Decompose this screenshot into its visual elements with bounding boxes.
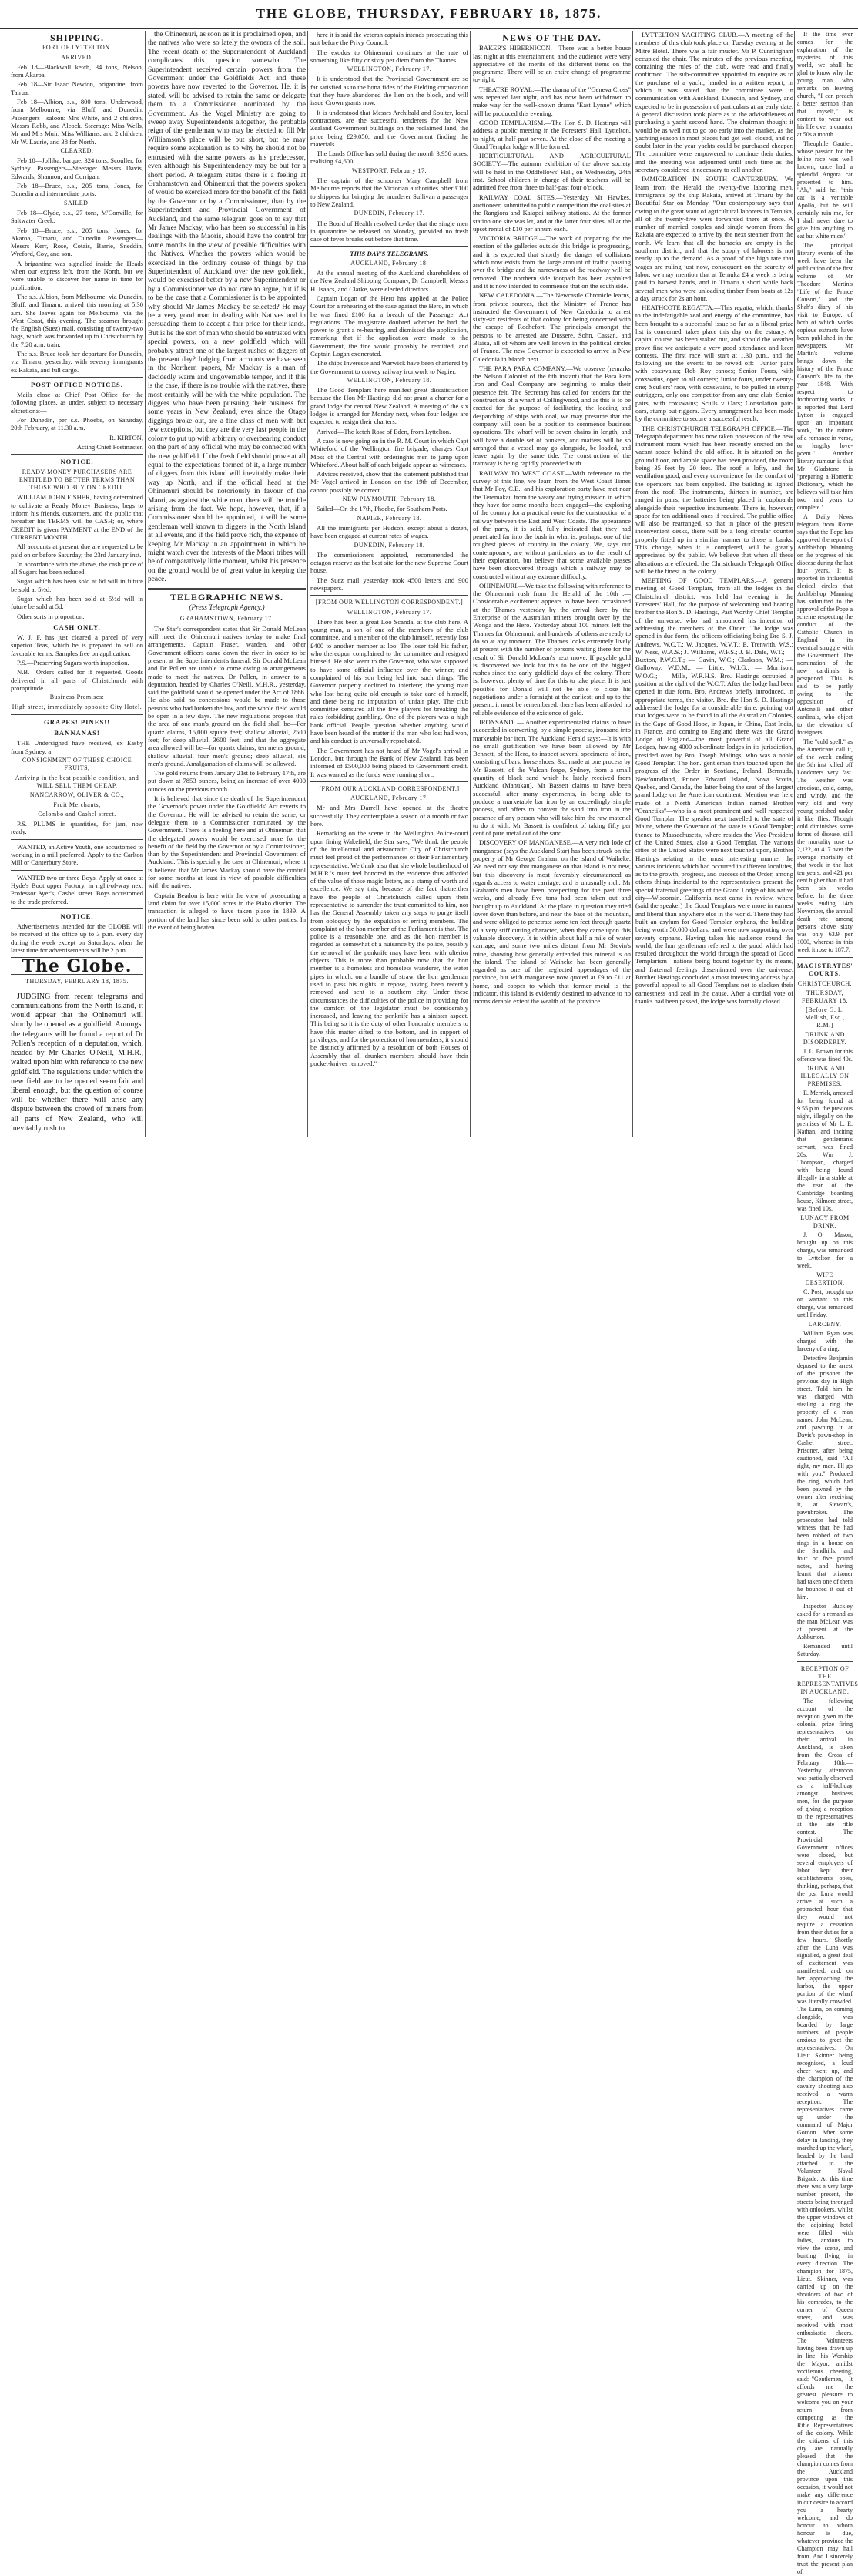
cleared-entry: Feb 18—Jolliba, barque, 324 tons, Scouller, for Sydney. Passengers—Steerage: Messrs Davis, Edwards, Shannon, and Corrigan. [11, 156, 143, 180]
news-item: RAILWAY TO WEST COAST.—With reference to the survey of this line, we learn from the West Coast Times that Mr Foy, C.E., and his exploration party have met near the Teremakau from the weary and trying mission in which they have for some months been engaged—the exploring of the country for a practical route for the construction of a railway between the East and West Coasts. The appearance of the party, it is said, fully indicated that they had penetrated far into the bush in what is, perhaps, one of the roughest pieces of country in the colony. We, says our contemporary, are without particulars as to the result of their exploration, but believe that some available passes have been discovered through which a railway may be constructed without any extreme difficulty. [473, 469, 631, 580]
divider [310, 781, 468, 782]
news-item: IRONSAND. — Another experimentalist claims to have succeeded in converting, by a simple process, ironsand into marketable bar iron. The Auckland Herald says:—It is with no small gratification we have been allowed by Mr Bennett, of the Hero, to inspect several specimens of iron, consisting of bars, horse shoes, &c, made at one process by Mr Bassett, of the Vulcan forge, Sydney, from a small quantity of black sand which he lately received from Auckland (Manukau). Mr Bassett claims to have been successful, after many experiments, in being able to produce a marketable bar iron by an exceedingly simple process, and offers to convert the sand into iron in the presence of any person who will take him the raw material to do it with. Mr Bassett is confident of taking fifty per cent of pure metal out of the sand. [473, 717, 631, 838]
notice-text: Sugar which has been sold at 5½d will in future be sold at 5d. [11, 595, 143, 611]
firm-name: NANCARROW, OLIVER & CO., [29, 791, 125, 799]
plums-note: P.S.—PLUMS in quantities, for jam, now ready. [11, 820, 143, 836]
news-item: THE PARA PARA COMPANY.—We observe (remarks the Nelson Colonist of the 6th instant) that the Para Para Iron and Coal Company are beginning to make their presence felt. The Secretary has called for tenders for the construction of a wharf at Collingwood, and as this is to be erected for the purpose of facilitating the loading and despatching of ships with coal, we may presume that the company will soon be a position to commence business operations. The wharf will be seven chains in length, and will have a double set of bunkers, and matters will be so arranged that a vessel may go alongside, be loaded, and leave again by the same tide. The construction of the tramway is being rapidly proceeded with. [473, 364, 631, 468]
telegram-text: The Board of Health resolved to-day that the single men in quarantine be released on Monday, provided no fresh case of fever breaks out before that time. [310, 219, 468, 243]
arrival-entry: Feb 18—Blackwall ketch, 34 tons, Nelson, from Akaroa. [11, 62, 143, 79]
grapes-text: THE Undersigned have received, ex Easby from Sydney, a [11, 739, 143, 755]
telegram-text: Mr and Mrs Darrell have opened at the theatre successfully. They contemplate a season of a month or two here. [310, 804, 468, 828]
divider [11, 908, 143, 909]
post-office-signature-title: Acting Chief Postmaster. [76, 442, 143, 451]
case-text: William Ryan was charged with the larceny of a ring. [797, 1330, 853, 1352]
news-item: DISCOVERY OF MANGANESE.—A very rich lode of manganese (says the Auckland Star) has been struck on the property of Mr George Graham on the island of Waiheke. We need not say that manganese on that island is not new, but this discovery is most favorably circumstanced as regards access to water carriage, and is unusually rich. Mr Graham's men have been prospecting for the past three weeks, and already five tons had been taken out and brought up to Auckland. At the place in question they tried lower down than before, and near the base of the mountain, and were obliged to penetrate some ten feet through quartz of a very stiff cutting character, when they came upon this valuable discovery. It is within about half a mile of water carriage, and some two miles distant from Mr Stevin's mine, showing how generally extended this mineral is on the island. The island of Waiheke has been generally regarded as one of the neglected appendages of the province, but with manganese now quoted at £9 to £11 at home, and copper to which that former metal is the indicator, this island is evidently destined to advance to no inconsiderable extent the wealth of the province. [473, 838, 631, 1006]
divider [310, 246, 468, 247]
news-item: RAILWAY COAL SITES.—Yesterday Mr Hawkes, auctioneer, submitted to public competition the coal sites at the Rangiora and Kaiapoi railway stations. At the former station one site was let, and at the latter four sites, all at the upset rental of £10 per annum each. [473, 193, 631, 233]
column-rule [145, 31, 146, 1137]
telegram-text: The ships Inveresse and Warwick have been chartered by the Government to convey railway ironwork to Napier. [310, 359, 468, 375]
consignment-line: CONSIGNMENT OF THESE CHOICE FRUITS, [22, 757, 132, 772]
column-3 [310, 31, 468, 1137]
divider [797, 957, 853, 959]
news-item: If the time ever comes for the explanation of the mysteries of this world, we shall be glad to know why the young man who remarks on leaving church, "I can preach a better sermon than that myself," is content to wear out his life over a counter at 50s a month. [797, 31, 853, 138]
post-office-text: For Dunedin, per s.s. Phoebe, on Saturday, 20th February, at 11.30 a.m. [11, 416, 143, 432]
correspondent-heading: [FROM OUR WELLINGTON CORRESPONDENT.] [315, 599, 464, 606]
telegram-text: Remarking on the scene in the Wellington Police-court upon fining Wakefield, the Star says, "We think the people of the intellectual and aristocratic City of Christchurch must feel proud of the performances of their Parliamentary representative. We think also that she whole brotherhood of M.H.R.'s must feel honored in the evidence thus afforded of the value of those magic letters, as a stamp of worth and excellence. We say this, because of the fact thatneither have the people of Christchurch called upon their representative to surrender the trust committed to him, nor has the General Assembly taken any steps to purge itself from obloquoy by the expulsion of erring members. The complaint of the hon member of the Parliament is that. The police is a reasonable one, and as the hon member is regarded as somewhat of a nuisance by the police, possibly the removal of the penknife may have been with ulterior objects. This is more than probable now that the hon member is a homeless and homeless wanderer, the water pipes in which, on a bundle of straw, the hon gentleman used to pass his nights in repose, having been recently removed and sent to a southern city. Under these circumstances the difficulties of the police in providing for the comfort of the legislator must be considerably increased, and leaving the penknife has a sinister aspect. This being so it is the duty of other honorable members to have this matter sifted to the bottom, and in support of privileges, and for the protection of hon members, it should be distinctly affirmed by a resolution of both Houses of Assembly that all drunken members should have their pocket-knives removed." [310, 829, 468, 1067]
dateline: DUNEDIN, February 18. [354, 541, 425, 549]
telegram-text: Sailed—On the 17th, Phoebe, for Southern Ports. [317, 505, 447, 513]
news-item: NEW CALEDONIA.—The Newcastle Chronicle learns, from private sources, that the Ministry of France has instructed the Government of New Caledonia to arrest sixty-six residents of that colony for being concerned with the escape of Rochefort. The principals amongst the persons to be arrested are Dussere, Sohn, Cassan, and Blaisa, all of whom are well known in the political circles of France. The new Governor is expected to arrive in New Caledonia in March next. [473, 291, 631, 363]
sailed-entry: Feb 18—Clyde, s.s., 27 tons, M'Conville, for Saltwater Creek. [11, 208, 143, 225]
column-rule [794, 31, 795, 1137]
case-text: Remanded until Saturday. [797, 1643, 853, 1657]
notice-text: In accordance with the above, the cash price of all Sugars has been reduced. [11, 559, 143, 576]
cleared-heading: CLEARED. [60, 146, 94, 154]
post-office-text: Mails close at Chief Post Office for the following places, as under, subject to necessary alterations:— [11, 391, 143, 415]
telegram-text: The Lands Office has sold during the month 3,956 acres, realising £4,600. [310, 149, 468, 166]
telegram-text: Advices received, show that the statement published that Mr Vogel arrived in London on the 19th of December, cannot possibly be correct. [310, 470, 468, 494]
globe-date: THURSDAY, FEBRUARY 18, 1875. [25, 977, 129, 985]
divider [11, 454, 143, 455]
news-item: MEETING OF GOOD TEMPLARS.—A general meeting of Good Templars, from all the lodges in the Christchurch district, was held last evening in the Foresters' Hall, for the purpose of welcoming and hearing brother the Hon S. D. Hastings, Past Worthy Chief Templar of the universe, who had announced his intention of addressing the members of the Order. The lodge was opened in due form, the officers officiating being Bro S. J. Andrews, W.C.T.; W. Jacques, W.V.T.; E. Trenwith, W.S.; W. Ness, W.A.S.; J. Williams, W.F.S.; J. B. Dale, W.T.; — Buxton, P.W.C.T.; — Gavin, W.C.; Clarkson, W.M.; — Galloway, W.D.M.; — Little, W.I.G.; — Morrison, W.O.G.; — Mills, W.R.H.S. Bro. Hastings occupied a position at the right of the W.C.T. After the lodge had been opened in due form, Bro. Andrews briefly introduced, in appropriate terms, the visitor. Bro. the Hon S. D. Hastings addressed the lodge for a considerable time, pointing out that lodges were to be found in all the Australian Colonies, in the Cape of Good Hope, in Japan, in China, East India, in France, and coming to England there was the Grand Lodge of England—the most powerful of all Grand Lodges, having 4000 subordinate lodges in its jurisdiction, presided over by Bro. Joseph Malings, who was a noble Good Templar. The hon. gentleman then touched upon the progress of the Order in Scotland, Ireland, Bermuda, Newfoundland, Prince Edward Island, Nova Scotia, Quebec, and Canada, the latter being the seat of the largest grand lodge on the American continent. Mention was here made of a North American Indian named Brother "Oranetiks"—who is a most prominent and well respected Good Templar. The speaker next travelled to the state of Maine, where the Governor of the state is a Good Templar; thence to Massachusetts, where resides the Vice-President of the United States, also a Good Templar. The various cities of the United States were next touched upon, Brother Hastings relating in the most interesting manner the various incidents which had occurred in different localities, as to the growth, progress, and success of the Order, among others things incidental to the representatives present the special fraternal greetings of the Grand Lodge of his native city—Wisconsin. California next came in review, where (said the speaker) the Good Templars were more in earnest and liberal than anywhere else in the world. There they had built an asylum for Good Templar orphans, the building being worth 50,000 dollars, and were now supporting over seventy orphans. Having taken his audience round the world, the hon gentleman referred to the good which had resulted throughout the world through the spread of Good Templarism—nations being bound together by its means, and fraternal feelings disseminated over the universe. Brother Hastings concluded a most interesting address by a powerful appeal to all Good Templars not to slacken their earnestness and zeal in the cause. After a cordial vote of thanks had been passed, the lodge was formally closed. [635, 576, 793, 1005]
dateline: GRAHAMSTOWN, February 17. [179, 615, 274, 623]
column-4 [473, 31, 631, 1137]
wanted-ad: WANTED, an Active Youth, one accustomed to working in a mill preferred. Apply to the Carlton Mill or Canterbury Store. [11, 842, 143, 867]
divider [11, 870, 143, 871]
firm-description: Fruit Merchants, [53, 801, 101, 808]
dateline: AUCKLAND, February 18. [350, 259, 428, 267]
cash-heading: CASH ONLY. [53, 623, 101, 631]
notice-heading: NOTICE. [60, 458, 94, 466]
news-item: THE CHRISTCHURCH TELEGRAPH OFFICE.—The Telegraph department has now taken possession of the new instrument room which has been recently erected on the vacant space behind the old office. It is situated on the ground floor, and ample space has been provided, the room being 35 feet by 20 feet. The roof is lofty, and the ventilation good, and every convenience for the comfort of the operators has been supplied. The building is lighted from the roof. The instruments, thirteen in number, are ranged in pairs, the batteries being placed in cupboards alongside their respective instruments. There is, however, space for ten additional ones if required. The public office will also be rearranged, so that in place of the present inconvenient desks, there will be a long circular counter properly fitted up in a similar manner to those in banks. This change, when it is completed, will be greatly appreciated by the public. We believe that when all these alterations are effected, the Christchurch Telegraph Office will be the finest in the colony. [635, 424, 793, 575]
news-item: The "cold spell," as the Americans call it, of the week ending the 5th inst killed off Londoners very fast. The weather was atrocious, cold, damp, and windy, and the very old and very young perished under it like flies. Though cold diminishes some forms of disease, still the mortality rose to 2,122, or 417 over the average mortality of that week in the last ten years, and 421 per cent higher than it had been six weeks before. In the three weeks ending 14th November, the annual death rate among persons above sixty was only 63.9 per 1000, whereas in this week it rose to 187.7. [797, 738, 853, 953]
column-6 [797, 31, 858, 2575]
telegram-text: The Suez mail yesterday took 4500 letters and 900 newspapers. [310, 576, 468, 592]
notice2-text: Advertisements intended for the GLOBE will be received at the office up to 3 p.m. every day during the week except on Saturdays, when the latest time for advertisements will be 2 p.m. [11, 922, 143, 954]
news-item: LYTTELTON YACHTING CLUB.—A meeting of the members of this club took place on Tuesday evening at the Mitre Hotel. There was a fair muster. Mr P. Cunningham occupied the chair. The minutes of the previous meeting, containing the rules of the club, were read and finally confirmed. The sub-committee appointed to enquire as to the purchase of a yacht, handed in a written report, in which it was stated that the committee were in communication with Auckland, Dunedin, and Sydney, and expected to be in possession of particulars at an early date. A general discussion took place as to the advisableness of purchasing a yacht second hand. The chairman thought it would be as well not to go too early into the market, as the yachting season in most places had got well closed, and no doubt later in the year yachts could be purchased cheaper. The committee were empowered to continue their duties, and the meeting was adjourned until such time as the secretary considered it necessary to call another. [635, 31, 793, 174]
sailed-entry: Feb 18—Bruce, s.s., 205 tons, Jones, for Akaroa, Timaru, and Dunedin. Passengers—Messrs Kerr, Rose, Cotais, Barrie, Sneddin, Wreford, Coy, and son. [11, 226, 143, 258]
dateline: WELLINGTON, February 17. [347, 608, 432, 616]
telegram-text: Arrived—The ketch Rose of Eden, from Lyttelton. [317, 427, 451, 435]
dateline: WESTPORT, February 17. [351, 166, 427, 174]
reception-heading: RECEPTION OF THE REPRESENTATIVES IN AUCKLAND. [797, 1665, 858, 1695]
dateline: NAPIER, February 18. [357, 514, 422, 522]
post-office-heading: POST OFFICE NOTICES. [31, 380, 123, 388]
sailed-heading: SAILED. [64, 199, 90, 207]
notice-subheading: READY-MONEY PURCHASERS ARE ENTITLED TO BETTER TERMS THAN THOSE WHO BUY ON CREDIT. [18, 468, 136, 492]
arriving-line: Arriving in the best possible condition, and WILL SELL THEM CHEAP. [15, 774, 139, 789]
telegraphic-news-heading: TELEGRAPHIC NEWS. [169, 591, 284, 603]
business-premises-label: Business Premises: [49, 694, 105, 701]
arrival-entry: Feb 18—Sir Isaac Newton, brigantine, from Tairua. [11, 80, 143, 96]
case-text: J. O. Mason, brought up on this charge, was remanded to Lyttelton for a week. [797, 1231, 853, 1269]
telegram-text: The exodus to Ohinemuri continues at the rate of something like fifty or sixty per diem from the Thames. [310, 48, 468, 64]
court-before: [Before G. L. Mellish, Esq., R.M.] [805, 1006, 845, 1029]
globe-logo: The Globe. [22, 956, 132, 977]
news-item: VICTORIA BRIDGE.—The work of preparing for the erection of the galleries outside this bridge is progressing, and it is expected that shortly the danger of collisions which now exists from the large amount of traffic passing over the bridge and the narrowness of the roadway will be removed. The northern side footpath has been asphalted and it is now intended to commence that on the south side. [473, 234, 631, 290]
telegram-text: here it is said the veteran captain intends prosecuting this suit before the Privy Council. [310, 31, 468, 47]
port-heading: PORT OF LYTTELTON. [42, 44, 112, 52]
news-item: The principal literary events of the week have been the publication of the first volume of Mr Theodore Martin's "Life of the Prince Consort," and the Shah's diary of his visit to Europe, of both of which works copious extracts have been published in the newspapers. Mr Martin's volume brings down the history of the Prince Consort's life to the year 1848. With respect to forthcoming works, it is reported that Lord Lytton is engaged upon an important work, "in the nature of a romance in verse, or lengthy love-poem." Another literary rumour is that Mr Gladstone is "preparing a Homeric Dictionary, which he believes will take him two hard years to complete." [797, 242, 853, 511]
telegram-text: The Government has not heard of Mr Vogel's arrival in London, but through the Bank of New Zealand, has been informed of £500,000 being placed to Government credit. It was wanted as the funds were running short. [310, 746, 468, 778]
news-item: THEATRE ROYAL.—The drama of the "Geneva Cross" was repeated last night, and has now been withdrawn to make way for the well-known drama "East Lynne" which will be produced this evening. [473, 85, 631, 117]
case-text: Detective Benjamin deposed to the arrest of the prisoner the previous day in High street. Told him he was charged with stealing a ring the property of a man named John McLean, and pawning it at Davis's pawn-shop in Cashel street. Prisoner, after being cautioned, said "All right, my man. I'll go with you." Produced the ring, which had been pawned by the owner after receiving it, at Stewart's, pawnbroker. The prosecutor had told witness that he had been robbed of two rings in a house on the Sandhills, and four or five pound notes, and having learnt that prisoner had taken one of them he bounced it out of him. [797, 1355, 853, 1600]
masthead [0, 0, 858, 29]
news-item: IMMIGRATION IN SOUTH CANTERBURY.—We learn from the Herald the twenty-five laboring men, immigrants by the ship Rakaia, arrived at Timaru by the Beautiful Star on Monday. "Our contemporary says that owing to the great want of agricultural laborers in Temuka, all of the twenty-five were forwarded there at once. A number of married couples and single women from the Rakaia are expected to arrive by the next steamer from the north. We learn that all the barracks are empty in the southern district, and that the supply of laborers is not nearly up to the demand. As a proof of the high rate that wages are ruling just now, consequent on the scarcity of labor, we may mention that at Temuka £4 a week is being paid to harvest hands, and in Timaru a short while back several men who were unloading timber from boats at 12s a day struck for 2s an hour. [635, 175, 793, 302]
arrived-heading: ARRIVED. [61, 53, 93, 61]
column-rule [470, 31, 471, 1137]
telegram-text: Captain Logan of the Hero has applied at the Police Court for a rehearing of the case against the Hero, in which he was fined £100 for a breach of the Passenger Act regulations. The magistrate doubted whether he had the power to grant a re-hearing, and dismissed the application, remarking that if the application were made to the Government, the fine would probably be remitted, and Captain Logan exonerated. [310, 294, 468, 358]
telegram-text: The captain of the schooner Mary Campbell from Melbourne reports that the Victorian authorities offer £100 to shippers for bringing the murderer Sullivan a passenger to New Zealand. [310, 176, 468, 208]
news-item: Theophile Gautier, whose passion for the feline race was well known, once had a splendid Angora cat presented to him. "Ah," said he, "this cat is a veritable Apollo, but he will certainly ruin me, for I shall never dare to give him anything to eat but white mice." [797, 140, 853, 240]
telegram-text: There has been a great Loo Scandal at the club here. A young man, a son of one of the members of the club committee, and a member of the club himself, recently lost £400 to another member at loo. The loser told his father, who thereupon complained to the committee and resigned himself. He also went to the Governor, who was supposed to have some official influence over the winner, and complained of his son being led into such things. The Governor properly declined to interfere; the young man who lost being quite old enough to take care of himself, and there being no imputation of unfair play. The club committee censured all the five players for breaking the rules forbidding gambling. One of the players was a high bank official. People question whether anything would have been heard of the matter if the man who lost had won, and his conduct is universally reprobated. [310, 617, 468, 745]
post-office-signature: R. KIRTON, [109, 433, 143, 442]
grapes-heading: GRAPES! PINES!! [44, 717, 110, 726]
cash-text: N.B.—Orders called for if requested. Goods delivered in all parts of Christchurch with promptitude. [11, 668, 143, 692]
telegram-text: It is understood that the Provincial Government are so far satisfied as to the bona fides of the Fielding corporation that they have abandoned the lien on the block, and will issue Crown grants now. [310, 75, 468, 107]
cash-text: P.S.—Preserving Sugars worth inspection. [17, 659, 129, 667]
reception-text: The following account of the reception given to the colonial prize firing representatives on their arrival in Auckland, is taken from the Cross of February 10th:—Yesterday afternoon was partially observed as a half-holiday amongst business men, for the purpose of giving a reception to the representatives at the late rifle contest. The Provincial Government offices were closed, but several employers of labor kept their establishments open, thinking, perhaps, that the p.s. Luna would arrive at such a protracted hour that they would not require a cessation from their duties for a few hours. Shortly after the Luna was signalled, a great deal of excitement was manifested, and, on her approaching the harbor, the upper portion of the wharf was literally crowded. The Luna, on coming alongside, was boarded by large numbers of people anxious to greet the representatives. On Lieut Skinner being recognised, a loud cheer went up, and the champion of the cavalry shooting also received a warm reception. The representatives came up under the command of Major Gordon. After some delay in landing, they marched up the wharf, headed by the band attached to the Volunteer Naval Brigade. At this time there was a very large number present, the streets being thronged with onlookers, whilst the upper windows of the adjoining hotel were filled with ladies, anxious to view the scene, and bunting flying in every direction. The champion for 1875, Lieut. Skinner, was carried up on the shoulders of two of his comrades, to the corner of Queen street, and was received with most enthusiastic cheers. The Volunteers having been drawn up in line, his Worship the Mayor, amidst vociferous cheering, said: "Gentlemen,—It affords me the greatest pleasure to welcome you on your return from competing as the Rifle Representatives of the colony. While the citizens of this city are naturally pleased that the champion comes from the Auckland province upon this occasion, it would not make any difference in our desire to accord you a hearty welcome, and do honour to whom honour is due, whatever province the Champion may hail from. And I sincerely trust the present plan of [797, 1698, 853, 2575]
dateline: WELLINGTON, February 18. [347, 376, 432, 384]
telegram-text: The commissioners appointed, recommended the octagon reserve as the best site for the new Supreme Court house. [310, 550, 468, 575]
days-telegrams-heading: THIS DAY'S TELEGRAMS. [350, 250, 429, 258]
case-heading: DRUNK AND ILLEGALLY ON PREMISES. [800, 1065, 850, 1087]
divider [310, 595, 468, 596]
news-item: HEATHCOTE REGATTA.—This regatta, which, thanks to the indefatigable zeal and energy of the committee, has been brought to a successful issue so far as a liberal prize list is concerned, takes place this day on the estuary. A capital course has been staked out, and should the weather prove fine we anticipate a very good attendance and keen contests. The first race will start at 1.30 p.m., and the following are the events to be rowed off:—Junior pairs with coxswains; Rob Roy canoes; Senior Fours, with coxswains, open to all comers; Junior fours, under twenty-one; Scullers' race, with coxswains, to be pulled in stump outriggers, only one competitor from any one club; Senior pairs, with coxswains; Sculls v Oars; Consolation pair-oars, stump out-riggers. Every arrangement has been made by the committee to secure a successful result. [635, 304, 793, 423]
divider [11, 839, 143, 840]
notice-text: Other sorts in proportion. [17, 612, 85, 620]
cleared-entry: Feb 18—Bruce, s.s., 205 tons, Jones, for Dunedin and intermediate ports. [11, 182, 143, 198]
column-2 [148, 31, 306, 1137]
divider [11, 377, 143, 378]
notice2-heading: NOTICE. [60, 912, 94, 920]
dateline: NEW PLYMOUTH, February 18. [342, 495, 437, 503]
telegram-text: At the annual meeting of the Auckland shareholders of the New Zealand Shipping Company, Dr Campbell, Messrs H. Isaacs, and Clarke, were elected directors. [310, 269, 468, 293]
press-agency-line: (Press Telegraph Agency.) [189, 604, 265, 612]
news-item: HORTICULTURAL AND AGRICULTURAL SOCIETY.—The autumn exhibition of the above society will be held in the Oddfellows' Hall, on Wednesday, 24th inst. School children in charge of their teachers will be admitted free from three to half-past four o'clock. [473, 152, 631, 192]
telegram-text: All the immigrants per Hudson, except about a dozen, have been engaged at current rates of wages. [310, 523, 468, 540]
case-text: Inspector Buckley asked for a remand as the man McLean was at present at the Ashburton. [797, 1603, 853, 1641]
court-date: THURSDAY, FEBRUARY 18. [802, 989, 848, 1004]
page-title: THE GLOBE, THURSDAY, FEBRUARY 18, 1875. [256, 6, 602, 21]
case-text: C. Post, brought up on warrant on this charge, was remanded until Friday. [797, 1288, 853, 1318]
telegram-text: It is understood that Messrs Archibald and Soulter, local contractors, are the successful tenderers for the New Zealand Government buildings on the reclaimed land, the price being £29,050, and the Government finding the materials. [310, 108, 468, 148]
dateline: DUNEDIN, February 17. [354, 210, 425, 217]
court-location: CHRISTCHURCH. [797, 980, 853, 987]
notice-text: WILLIAM JOHN FISHER, having determined to cultivate a Ready Money Business, begs to inform his friends, customers, and the public that hereafter his TERMS will be CASH; or, where CREDIT is given PAYMENT at the END of the CURRENT MONTH. [11, 493, 143, 541]
news-of-the-day-heading: NEWS OF THE DAY. [502, 32, 602, 43]
telegram-text: It is believed that since the death of the Superintendent the Governor's power under the Goldfields' Act reverts to the Governor. He will be advised to retain the same, or delegate them to a Commissioner nominated by the Government. There is a feeling here and at Ohinemuri that the delegated powers would be exercised more for the benefit of the field by the Governor or by a Commissioner, than by the Superintendent and Provincial Government of Auckland. This is specially the case at Ohinemuri, where it is believed that Mr James Mackay should have the control for some months at least in view of possible difficulties with the natives. [148, 794, 306, 890]
shipping-heading: SHIPPING. [49, 32, 104, 43]
dateline: AUCKLAND, February 17. [350, 794, 428, 802]
shipping-note: The s.s. Bruce took her departure for Dunedin, via Timaru, yesterday, with seventy immigrants ex Rakaia, and full cargo. [11, 349, 143, 374]
leader-continued: the Ohinemuri, as soon as it is proclaimed open, and the natives who were so lately the owners of the soil. The recent death of the Superintendent of Auckland complicates this question somewhat. The Superintendent received certain powers from the Government under the Goldfields Act, and these powers have now reverted to the Governor. He, it is stated, will be advised to retain the same or delegate them to a Commissioner nominated by the Government. As the Vogel Ministry are going to sweep away Superintendents altogether, the probable reign of the gentleman who may be elected to fill Mr Williamson's place will be but short, but he may require some explanation as to why he should not be entrusted with the same powers as his predecessor, even although his Superintendency may be but for a short period. A telegram states there is a feeling at Grahamstown and Ohinemuri that the powers spoken of would be exercised more for the benefit of the field by the Governor or by a Commissioner, than by the Superintendent and Provincial Government of Auckland, and the same telegram goes on to say that Mr James Mackay, who has been so successful in his dealings with the Maoris, should have the control for some months in the view of possible difficulties with the Natives. Whether the powers which would be exercised in the ordinary course of things by the Superintendent of Auckland over the new goldfield, would be exercised better by a new Superintendent or by a Commissioner we do not care to argue, but if is to be the case that a Commissioner is to be appointed why should Mr James Mackay be selected? He may be a very good man in dealing with Natives and in persuading them to accept a fair price for their lands. But is he the sort of man who should be entrusted with special powers, on a new goldfield which will probably attract one of the largest rushes of diggers of the present day? Judging from accounts we have seen in the Northern papers, Mr Mackay is a man of decidedly warm and ungovernable temper, and if this is the case, if there is no trouble with the natives, there most certainly will be with the white population. The diggers who have been pursuing their business for some years in New Zealand, ever since the Otago diggings broke out, are a fine class of men with but few exceptions, but they are the very last people in the colony to put up with arbitrary or overbearing conduct on the part of any official who may be connected with the new goldfield. If the fresh field should prove at all equal to the expectations formed of it, a large number of diggers from this island will inevitably make their way up North, and if the official head at the Ohinemuri should be notoriously in favour of the Maori, as against the white man, there will be trouble arising from the fact. We hope, however, that, if a Commissioner should be appointed, it will be some gentleman well known to diggers in the North Island at all events, and if the field prove rich, the expense of keeping Mr Mackay in an appointment in which he might watch over the interests of the Maori tribes will be of comparatively little moment, whilst his presence on the ground would be of great value in keeping the peace. [148, 31, 306, 584]
telegram-text: The gold returns from January 21st to February 17th, are put down at 7853 ounces, being an increase of over 4000 ounces on the previous month. [148, 769, 306, 793]
column-5 [635, 31, 793, 1137]
notice-text: All accounts at present due are requested to be paid on or before Saturday, the 23rd January inst. [11, 542, 143, 559]
case-heading: LARCENY. [808, 1321, 842, 1328]
case-heading: LUNACY FROM DRINK. [800, 1214, 850, 1229]
magistrates-courts-heading: MAGISTRATES' COURTS. [797, 962, 853, 977]
telegram-text: Captain Beadon is here with the view of prosecuting a land claim for over 15,000 acres in the Piako district. The transaction is alleged to have taken place in 1839. A portion of the land has since been sold to other parties. In the event of being beaten [148, 891, 306, 931]
divider [148, 588, 306, 590]
dateline: WELLINGTON, February 17. [347, 65, 432, 73]
news-item: BAKER'S HIBERNICON.—There was a better house last night at this entertainment, and the audience were very appreciative of the merits of the different items on the programme. There will be an entire change of programme to-night. [473, 44, 631, 84]
case-heading: DRUNK AND DISORDERLY. [803, 1031, 847, 1046]
cash-text: W. J. F. has just cleared a parcel of very superior Teas, which he is prepared to sell on favorable terms. Samples free on application. [11, 633, 143, 657]
leader-article: JUDGING from recent telegrams and communications from the North Island, it would appear that the Ohinemuri will shortly be opened as a goldfield. Amongst the telegrams will be found a report of Dr Pollen's reception of a deputation, which, headed by Mr Charles O'Neill, M.H.R., waited upon him with reference to the new goldfield. The regulations under which the new field are to be opened seem fair and liberal enough, but the question of course will be whether there will arise any dispute between the crowd of miners from all parts of New Zealand, who will inevitably rush to [11, 992, 143, 1133]
column-1 [11, 31, 143, 1137]
firm-address: Colombo and Cashel street. [38, 810, 116, 818]
divider [797, 1661, 853, 1662]
bananas-heading: BANNANAS! [54, 729, 100, 737]
case-text: E. Merrick, arrested for being found at 9.55 p.m. the previous night, illegally on the premises of Mr L. E. Nathan, and inciting that gentleman's servant, was fined 20s. Wm J. Thompson, charged with being found illegally in a stable at the rear of the Cambridge boarding house, Kilmore street, was fined 10s. [797, 1090, 853, 1212]
case-text: J. L. Brown for this offence was fined 40s. [797, 1048, 853, 1063]
telegram-text: The Star's correspondent states that Sir Donald McLean will meet the Ohinemuri natives to-day to make final arrangements. Captain Fraser, warden, and other Government officers came down the river in order to be present at the Superintendent's funeral. Sir Donald McLean and Dr Pollen are unable to come owing to arrangements made to meet the natives. Dr Pollen, in answer to a deputation, headed by Charles O'Neill, M.H.R., yesterday, said the goldfield would be opened under the Act of 1866. He also said no concessions would be made to those persons who had broken the law, and the whole field would be open in a few days. The new regulations propose that the area of one man's ground on the field shall be—For quartz claims, 15,000 square feet; shallow alluvial, 2500 feet; for deep alluvial, 3600 feet; and that the aggregate area allowed will be—for quartz claims, ten men's ground; shallow alluvial, four men's ground; deep alluvial, six men's ground. Amalgamation of claims will be allowed. [148, 624, 306, 767]
news-item: GOOD TEMPLARISM.—The Hon S. D. Hastings will address a public meeting in the Foresters' Hall, Lyttelton, to-night, at half-past seven. At the close of the meeting a Good Templar lodge will be formed. [473, 118, 631, 150]
case-heading: WIFE DESERTION. [805, 1271, 845, 1286]
correspondent-heading: [FROM OUR AUCKLAND CORRESPONDENT.] [319, 784, 460, 792]
telegram-text: A case is now going on in the R. M. Court in which Capt Whiteford of the Wellington fire brigade, charges Capt Moss of the Central with orderinghis men to jump upon Whiteford. About half of each brigade appear as witnesses. [310, 436, 468, 469]
wanted-ad: WANTED two or three Boys. Apply at once at Hyde's Boot upper Factory, in right-of-way next Professor Ayer's, Cashel street. Boys accustomed to the trade preferred. [11, 873, 143, 905]
shipping-note: A brigantine was signalled inside the Heads when our express left, from the North, but we were unable to discover her name in time for publication. [11, 259, 143, 291]
column-rule [632, 31, 633, 1137]
news-item: OHINEMURI.—We take the following with reference to the Ohinemuri rush from the Herald of the 10th :—Considerable excitement appears to have been occasioned at the Thames yesterday by the arrival there by the Enterprise of the Australian miners brought over by the Wonga and the Hero. Yesterday about 100 miners left the Thames for Ohinemuri, and hundreds of others are ready to do so at any moment. The Thames looks extremely lively at present with the number of persons waiting there for the result of Sir Donald McLean's next move. If payable gold is discovered we look for this to be one of the biggest rushes since the early goldfield days of the colony. There is, however, plenty of time for this to take place. It is just possible for Donald will not be able to close his negotiations under a fortnight at the earliest; and up to the present, it must be remembered, there has been afforded no reliable evidence of the existence of gold. [473, 581, 631, 717]
arrival-entry: Feb 18—Albion, s.s., 800 tons, Underwood, from Melbourne, via Bluff, and Dunedin. Passengers—saloon: Mrs White, and 2 children, Messrs Robb, and Alcock. Steerage: Miss Wells, Mr and Mrs Muir, Miss Williams, and 2 children, Mr W. Laurie, and 38 for North. [11, 98, 143, 146]
divider [11, 714, 143, 715]
telegram-text: The Good Templars here manifest great dissatisfaction because the Hon Mr Hastings did not grant a charter for a grand lodge for central New Zealand. A meeting of the six lodges is arranged for Monday next, when four lodges are expected to resign their charters. [310, 386, 468, 426]
column-rule [307, 31, 308, 1137]
business-address: High street, immediately opposite City Hotel. [12, 703, 142, 710]
notice-text: Sugar which has been sold at 6d will in future be sold at 5½d. [11, 577, 143, 593]
shipping-note: The s.s. Albion, from Melbourne, via Dunedin, Bluff, and Timaru, arrived this morning at 5.30 a.m. She leaves again for Melbourne, via the West Coast, this evening. The steamer brought the English (Suez) mail, consisting of twenty-two bags, which was forwarded up to Christchurch by the 7.20 a.m. train. [11, 292, 143, 348]
news-item: A Daily News telegram from Rome says that the Pope has approved the report of Archbishop Manning on the progress of his diocese during the last four years. It is reported in influential clerical circles that Archbishop Manning has submitted to the approval of the Pope a scheme respecting the conduct of the Catholic Church in England in its eventual struggle with the Government. The nomination of the new cardinals is postponed. This is said to be partly owing to the opposition of Antonelli and other cardinals, who object to the elevation of foreigners. [797, 513, 853, 736]
